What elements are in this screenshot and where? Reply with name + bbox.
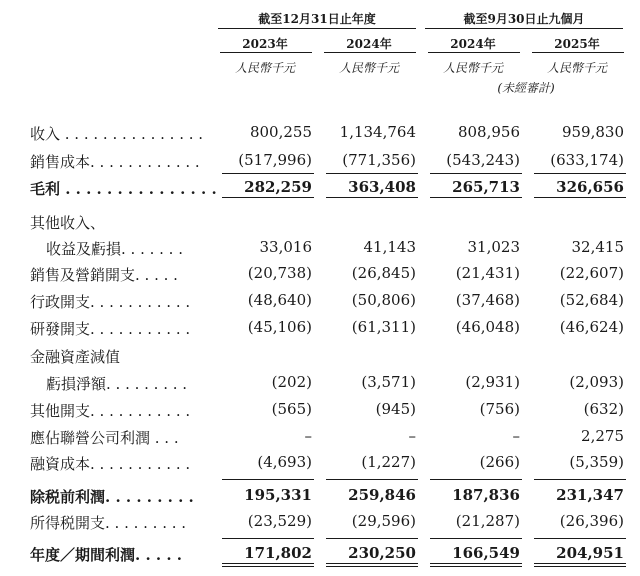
cell-share-of-associates-col-2: –	[408, 427, 416, 445]
cell-share-of-associates-col-4: 2,275	[581, 427, 624, 445]
cell-administrative-col-3: (37,468)	[455, 291, 520, 309]
year-rule-4	[532, 52, 624, 53]
double-rule-bottom-3	[430, 566, 522, 567]
cell-research-development-col-3: (46,048)	[455, 318, 520, 336]
cell-other-expenses-col-3: (756)	[479, 400, 520, 418]
cell-other-gains-losses-col-1: 33,016	[259, 238, 312, 256]
cell-gross-profit-col-2: 363,408	[348, 178, 416, 196]
cell-share-of-associates-col-3: –	[512, 427, 520, 445]
cell-administrative-col-2: (50,806)	[351, 291, 416, 309]
row-label-other-gains-losses: 收益及虧損. . . . . . .	[46, 240, 183, 258]
cell-profit-before-tax-col-1: 195,331	[244, 486, 312, 504]
double-rule-bottom-1	[222, 566, 314, 567]
cell-profit-for-period-col-4: 204,951	[556, 544, 624, 562]
cell-selling-marketing-col-4: (22,607)	[559, 264, 624, 282]
cell-impairment-net-col-3: (2,931)	[465, 373, 520, 391]
year-col-1: 2023年	[242, 37, 288, 51]
cell-profit-for-period-col-1: 171,802	[244, 544, 312, 562]
cell-gross-profit-col-1: 282,259	[244, 178, 312, 196]
cell-cost-of-sales-col-3: (543,243)	[446, 151, 520, 169]
cell-other-expenses-col-2: (945)	[375, 400, 416, 418]
cell-other-gains-losses-col-3: 31,023	[467, 238, 520, 256]
cell-profit-for-period-col-2: 230,250	[348, 544, 416, 562]
cell-selling-marketing-col-1: (20,738)	[247, 264, 312, 282]
rule-above-pbt-3	[430, 479, 522, 480]
rule-above-gross-profit-2	[326, 173, 418, 174]
cell-impairment-net-col-1: (202)	[271, 373, 312, 391]
year-rule-1	[220, 52, 312, 53]
double-rule-top-3	[430, 563, 522, 564]
unit-col-2: 人民幣千元	[338, 61, 399, 75]
rule-below-gross-profit-3	[430, 197, 522, 198]
cell-share-of-associates-col-1: –	[304, 427, 312, 445]
cell-cost-of-sales-col-2: (771,356)	[342, 151, 416, 169]
cell-cost-of-sales-col-4: (633,174)	[550, 151, 624, 169]
rule-below-gross-profit-2	[326, 197, 418, 198]
rule-above-gross-profit-4	[534, 173, 626, 174]
header-group-fiscal-year: 截至12月31日止年度	[258, 12, 376, 26]
rule-above-profit-2	[326, 538, 418, 539]
year-col-4: 2025年	[554, 37, 600, 51]
cell-administrative-col-4: (52,684)	[559, 291, 624, 309]
cell-profit-for-period-col-3: 166,549	[452, 544, 520, 562]
cell-selling-marketing-col-2: (26,845)	[351, 264, 416, 282]
cell-profit-before-tax-col-3: 187,836	[452, 486, 520, 504]
double-rule-top-1	[222, 563, 314, 564]
rule-above-pbt-1	[222, 479, 314, 480]
unit-col-4: 人民幣千元	[546, 61, 607, 75]
cell-cost-of-sales-col-1: (517,996)	[238, 151, 312, 169]
row-label-profit-for-period: 年度／期間利潤. . . . .	[30, 546, 183, 564]
year-col-2: 2024年	[346, 37, 392, 51]
row-label-cost-of-sales: 銷售成本. . . . . . . . . . . .	[30, 153, 200, 171]
year-col-3: 2024年	[450, 37, 496, 51]
cell-finance-costs-col-4: (5,359)	[569, 453, 624, 471]
cell-profit-before-tax-col-4: 231,347	[556, 486, 624, 504]
cell-income-tax-col-4: (26,396)	[559, 512, 624, 530]
cell-revenue-col-1: 800,255	[249, 123, 312, 141]
rule-above-pbt-2	[326, 479, 418, 480]
double-rule-top-4	[534, 563, 626, 564]
header-rule-nine-months	[425, 28, 623, 29]
rule-above-pbt-4	[534, 479, 626, 480]
unit-col-3: 人民幣千元	[442, 61, 503, 75]
cell-revenue-col-4: 959,830	[561, 123, 624, 141]
rule-above-gross-profit-3	[430, 173, 522, 174]
rule-below-gross-profit-1	[222, 197, 314, 198]
unaudited-note: (未經審計)	[497, 81, 555, 95]
rule-below-gross-profit-4	[534, 197, 626, 198]
cell-profit-before-tax-col-2: 259,846	[348, 486, 416, 504]
double-rule-top-2	[326, 563, 418, 564]
cell-finance-costs-col-3: (266)	[479, 453, 520, 471]
row-label-share-of-associates: 應佔聯營公司利潤 . . .	[30, 429, 179, 447]
cell-revenue-col-3: 808,956	[457, 123, 520, 141]
cell-research-development-col-4: (46,624)	[559, 318, 624, 336]
cell-other-expenses-col-4: (632)	[583, 400, 624, 418]
cell-selling-marketing-col-3: (21,431)	[455, 264, 520, 282]
cell-other-gains-losses-col-4: 32,415	[571, 238, 624, 256]
cell-income-tax-col-3: (21,287)	[455, 512, 520, 530]
row-label-gross-profit: 毛利 . . . . . . . . . . . . . . .	[30, 180, 217, 198]
cell-finance-costs-col-2: (1,227)	[361, 453, 416, 471]
cell-other-expenses-col-1: (565)	[271, 400, 312, 418]
year-rule-3	[428, 52, 520, 53]
cell-research-development-col-1: (45,106)	[247, 318, 312, 336]
cell-impairment-net-col-2: (3,571)	[361, 373, 416, 391]
row-label-administrative: 行政開支. . . . . . . . . . .	[30, 293, 191, 311]
cell-gross-profit-col-3: 265,713	[452, 178, 520, 196]
header-rule-fiscal-year	[218, 28, 416, 29]
cell-income-tax-col-1: (23,529)	[247, 512, 312, 530]
cell-administrative-col-1: (48,640)	[247, 291, 312, 309]
row-label-research-development: 研發開支. . . . . . . . . . .	[30, 320, 191, 338]
row-label-income-tax: 所得税開支. . . . . . . . .	[30, 514, 187, 532]
row-label-impairment-header: 金融資產減值	[30, 348, 121, 366]
row-label-other-income-header: 其他收入、	[30, 214, 106, 232]
row-label-revenue: 收入 . . . . . . . . . . . . . . .	[30, 125, 204, 143]
rule-above-profit-3	[430, 538, 522, 539]
cell-gross-profit-col-4: 326,656	[556, 178, 624, 196]
year-rule-2	[324, 52, 416, 53]
rule-above-profit-4	[534, 538, 626, 539]
row-label-selling-marketing: 銷售及營銷開支. . . . .	[30, 266, 178, 284]
rule-above-gross-profit-1	[222, 173, 314, 174]
row-label-profit-before-tax: 除税前利潤. . . . . . . . .	[30, 488, 194, 506]
row-label-other-expenses: 其他開支. . . . . . . . . . .	[30, 402, 191, 420]
cell-impairment-net-col-4: (2,093)	[569, 373, 624, 391]
cell-research-development-col-2: (61,311)	[351, 318, 416, 336]
cell-other-gains-losses-col-2: 41,143	[363, 238, 416, 256]
cell-revenue-col-2: 1,134,764	[339, 123, 416, 141]
cell-finance-costs-col-1: (4,693)	[257, 453, 312, 471]
double-rule-bottom-2	[326, 566, 418, 567]
header-group-nine-months: 截至9月30日止九個月	[463, 12, 585, 26]
row-label-finance-costs: 融資成本. . . . . . . . . . .	[30, 455, 191, 473]
double-rule-bottom-4	[534, 566, 626, 567]
rule-above-profit-1	[222, 538, 314, 539]
row-label-impairment-net: 虧損淨額. . . . . . . . .	[46, 375, 188, 393]
cell-income-tax-col-2: (29,596)	[351, 512, 416, 530]
unit-col-1: 人民幣千元	[234, 61, 295, 75]
